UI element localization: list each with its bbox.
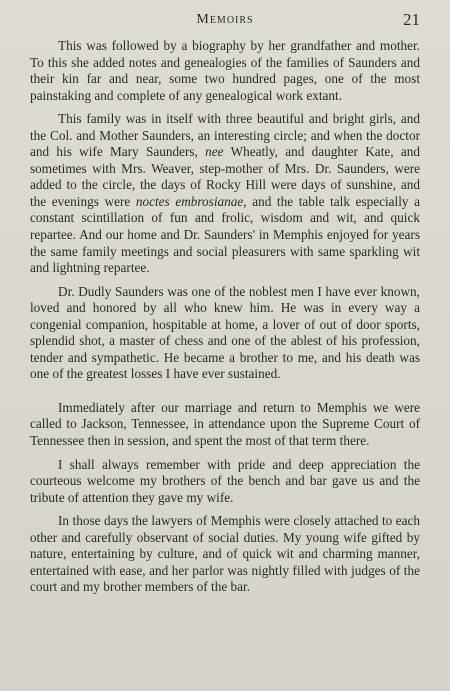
paragraph-dr-saunders: Dr. Dudly Saunders was one of the noblest men I have ever known, loved and honored by all who knew him. He was in every way a congenial companion, hospitable at home, a lover of out of door sports, splendid shot, a master of chess and one of the ablest of his profession, tender and sympathetic. He became a brother to me, and his death was one of the greatest losses I have ever sustained. xyxy=(30,283,420,382)
page-number: 21 xyxy=(403,10,420,29)
paragraph-text: This family was in itself with three beautiful and bright girls, and the Col. and Mother Saunders, an interesting circle; and when the doctor and his wife Mary Saunders, xyxy=(30,111,420,160)
paragraph-text: , and the table talk especially a constant scintillation of fun and frolic, wisdom and wit, and quick repartee. And our home and Dr. Saunders' in Memphis enjoyed for years the same family meetings and social pleasurers with same sparkling wit and lightning repartee. xyxy=(30,193,421,276)
italic-term-noctes: noctes embrosianae xyxy=(135,193,244,209)
paragraph-lawyers: In those days the lawyers of Memphis were closely attached to each other and carefully observant of social duties. My young wife gifted by nature, entertaining by culture, and of quick wit and charming manner, entertained with ease, and her parlor was nightly filled with judges of the court and my brother members of the bar. xyxy=(30,513,420,595)
running-head: Memoirs xyxy=(196,12,254,27)
page-header xyxy=(30,10,420,36)
paragraph-remember: I shall always remember with pride and deep appreciation the courteous welcome my brothers of the bench and bar gave us and the tribute of attention they gave my wife. xyxy=(30,456,420,505)
paragraph-biography: This was followed by a biography by her grandfather and mother. To this she added notes and genealogies of the families of Saunders and their kin far and near, some two hundred pages, one of the most painstaking and complete of any genealogical work extant. xyxy=(30,38,420,103)
paragraph-text: Wheatly, and daughter Kate, and sometimes with Mrs. Weaver, step-mother of Mrs. Dr. Saunders, were added to the circle, the days of Rocky Hill were days of sunshine, and the evenings were xyxy=(30,144,420,209)
italic-term-nee: nee xyxy=(205,144,224,160)
paragraph-family-circle xyxy=(30,111,420,276)
body-text xyxy=(30,38,420,596)
paragraph-jackson: Immediately after our marriage and return to Memphis we were called to Jackson, Tennessee, in attendance upon the Supreme Court of Tennessee then in session, and spent the most of that term there. xyxy=(30,399,420,449)
